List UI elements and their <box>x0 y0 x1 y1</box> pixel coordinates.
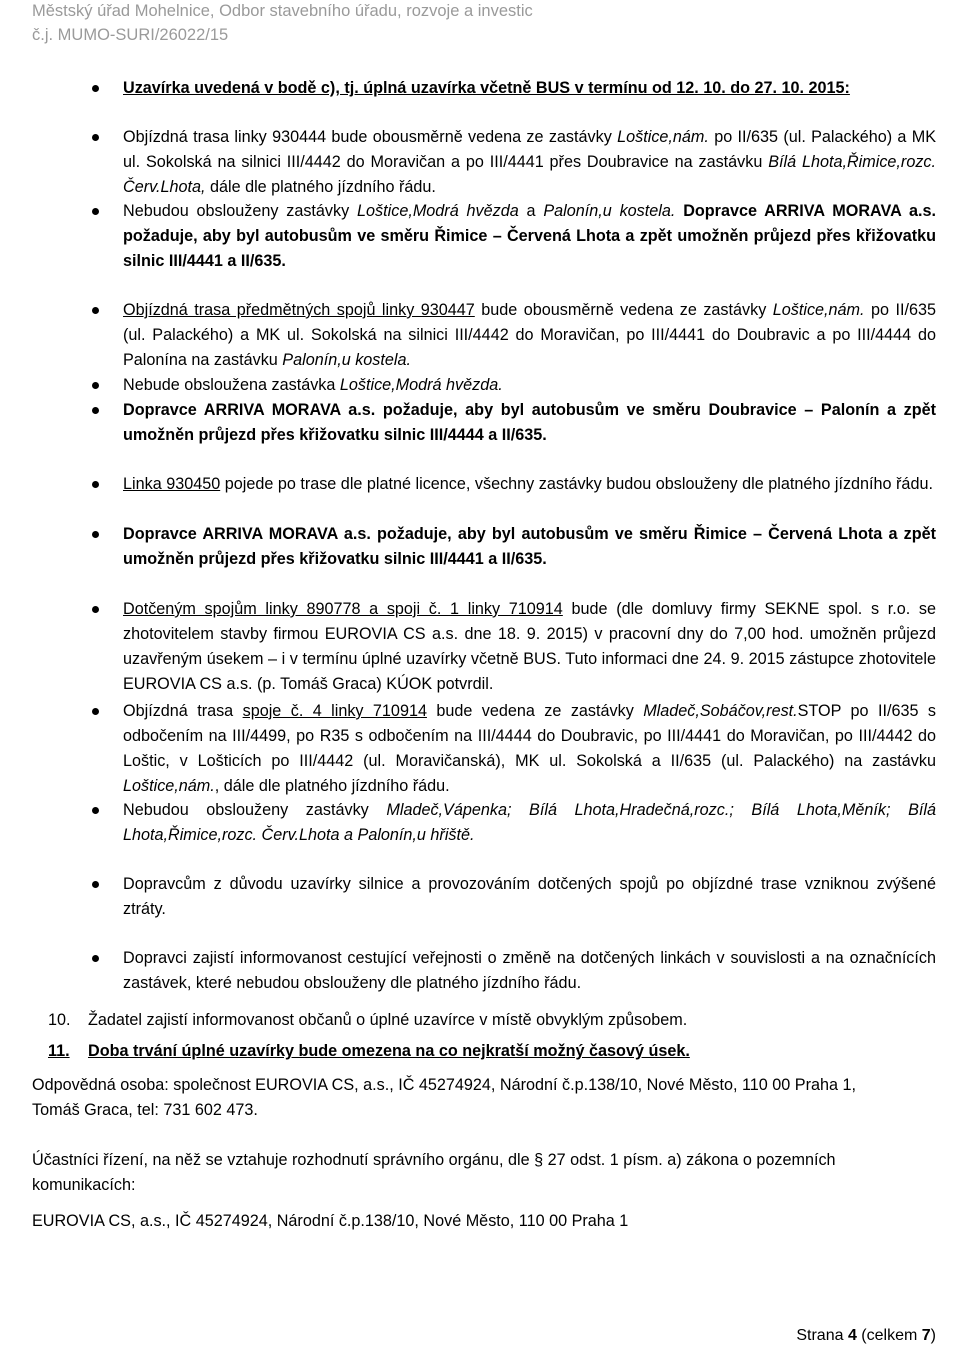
b11-stops: Mladeč,Vápenka; Bílá Lhota,Hradečná,rozc.; Bílá Lhota,Měník; Bílá Lhota,Řimice,rozc. Červ.Lhota a Palonín,u hřiště. <box>123 801 936 844</box>
item-number-11: 11. <box>48 1042 70 1060</box>
b10-stop-f: Loštice,nám. <box>123 777 215 795</box>
b2-stop-d: Bílá Lhota,Řimice,rozc. Červ.Lhota, <box>123 153 937 196</box>
bullet-b12: Dopravcům z důvodu uzavírky silnice a provozováním dotčených spojů po objízdné trase vzniknou zvýšené ztráty. <box>123 875 936 918</box>
bullet-b11 <box>123 798 936 848</box>
bullet-dot <box>92 606 99 613</box>
b2-text-e: dále dle platného jízdního řádu. <box>205 178 436 196</box>
bullet-dot <box>92 955 99 962</box>
bullet-b4 <box>123 298 936 373</box>
bullet-b3 <box>123 199 936 274</box>
bullet-b8: Dopravce ARRIVA MORAVA a.s. požaduje, aby byl autobusům ve směru Řimice – Červená Lhota a zpět umožněn průjezd přes křižovatku silnic III/4441 a II/635. <box>123 525 936 568</box>
page-suffix: ) <box>930 1327 936 1344</box>
b9-text-a: Dotčeným spojům linky 890778 a spoji č. 1 linky 710914 <box>123 600 563 618</box>
b11-text-a: Nebudou obslouženy zastávky <box>123 801 387 819</box>
bullet-b13: Dopravci zajistí informovanost cestující veřejnosti o změně na dotčených linkách v souvislosti a na označnících zastávek, které nebudou obslouženy dle platného jízdního řádu. <box>123 949 936 992</box>
b3-text-c: a <box>518 202 544 220</box>
bullet-dot <box>92 807 99 814</box>
item-number-10: 10. <box>48 1011 71 1029</box>
bullet-b6: Dopravce ARRIVA MORAVA a.s. požaduje, aby byl autobusům ve směru Doubravice – Palonín a zpět umožněn průjezd přes křižovatku silnic III/4444 a II/635. <box>123 401 936 444</box>
bullet-dot <box>92 382 99 389</box>
b10-text-a: Objízdná trasa <box>123 702 243 720</box>
b5-text-a: Nebude obsloužena zastávka <box>123 376 340 394</box>
bullet-dot <box>92 531 99 538</box>
b10-text-b: spoje č. 4 linky 710914 <box>242 702 427 720</box>
page-mid: (celkem <box>856 1327 922 1344</box>
bullet-dot <box>92 881 99 888</box>
header-ref: č.j. MUMO-SURI/26022/15 <box>32 26 229 44</box>
participants-intro: Účastníci řízení, na něž se vztahuje rozhodnutí správního orgánu, dle § 27 odst. 1 písm. a) zákona o pozemních komunikacích: <box>32 1151 836 1194</box>
page-current: 4 <box>847 1327 857 1344</box>
bullet-b5 <box>123 373 936 398</box>
bullet-b1: Uzavírka uvedená v bodě c), tj. úplná uzavírka včetně BUS v termínu od 12. 10. do 27. 10. 2015: <box>123 79 850 97</box>
page-total: 7 <box>921 1327 931 1344</box>
contact-paragraph: Odpovědná osoba: společnost EUROVIA CS, a.s., IČ 45274924, Národní č.p.138/10, Nové Město, 110 00 Praha 1, Tomáš Graca, tel: 731 602 473. <box>32 1076 856 1119</box>
item-text-11: Doba trvání úplné uzavírky bude omezena na co nejkratší možný časový úsek. <box>88 1042 690 1060</box>
b3-stop-d: Palonín,u kostela. <box>543 202 676 220</box>
page-prefix: Strana <box>796 1327 848 1344</box>
b10-stop-d: Mladeč,Sobáčov,rest. <box>643 702 798 720</box>
b2-text-c: po II/635 (ul. Palackého) a MK ul. Sokolská na silnici III/4442 do Moravičan a po III/4441 přes Doubravice na zastávku <box>123 128 937 171</box>
participants-entity: EUROVIA CS, a.s., IČ 45274924, Národní č.p.138/10, Nové Město, 110 00 Praha 1 <box>32 1212 629 1230</box>
bullet-b9 <box>123 597 936 697</box>
b4-text-a: Objízdná trasa předmětných spojů linky 930447 <box>123 301 475 319</box>
b10-text-e: STOP po II/635 s odbočením na III/4499, po R35 s odbočením na III/4444 do Doubravic, po III/4441 do Moravičan, po III/4442 do Loštic, v Lošticích po III/4442 (ul. Moravičanská), MK ul. Sokolská a II/635 (ul. Palackého) na zastávku <box>123 702 936 770</box>
b2-text-a: Objízdná trasa linky 930444 bude obousměrně vedena ze zastávky <box>123 128 618 146</box>
b10-text-g: , dále dle platného jízdního řádu. <box>214 777 450 795</box>
b3-text-a: Nebudou obslouženy zastávky <box>123 202 358 220</box>
b9-text-b: bude (dle domluvy firmy SEKNE spol. s r.o. se zhotovitelem stavby firmou EUROVIA CS a.s. dne 18. 9. 2015) v pracovní dny do 7,00 hod. umožněn průjezd uzavřeným úsekem – i v termínu úplné uzavírky včetně BUS. Tuto informaci dne 24. 9. 2015 zástupce zhotovitele EUROVIA CS a.s. (p. Tomáš Graca) KÚOK potvrdil. <box>123 600 937 693</box>
b4-stop-e: Palonín,u kostela. <box>282 351 411 369</box>
b4-text-d: po II/635 (ul. Palackého) a MK ul. Sokolská na silnici III/4442 do Moravičan, po III/4441 do Doubravic a po III/4444 do Palonína na zastávku <box>123 301 936 369</box>
item-text-10: Žadatel zajistí informovanost občanů o úplné uzavírce v místě obvyklým způsobem. <box>88 1011 688 1029</box>
bullet-b2 <box>123 125 936 200</box>
b10-text-c: bude vedena ze zastávky <box>426 702 644 720</box>
header-office: Městský úřad Mohelnice, Odbor stavebního úřadu, rozvoje a investic <box>32 2 533 20</box>
bullet-dot <box>92 708 99 715</box>
b7-text-a: Linka 930450 <box>123 475 221 493</box>
b5-stop-b: Loštice,Modrá hvězda. <box>339 376 503 394</box>
b3-carrier: Dopravce ARRIVA MORAVA a.s. požaduje, aby byl autobusům ve směru Řimice – Červená Lhota a zpět umožněn průjezd přes křižovatku silnic III/4441 a II/635. <box>123 202 937 270</box>
bullet-b7 <box>123 472 936 497</box>
bullet-dot <box>92 134 99 141</box>
b4-text-b: bude obousměrně vedena ze zastávky <box>474 301 773 319</box>
b3-stop-b: Loštice,Modrá hvězda <box>357 202 519 220</box>
b4-stop-c: Loštice,nám. <box>772 301 865 319</box>
bullet-dot <box>92 307 99 314</box>
bullet-b10 <box>123 699 936 799</box>
bullet-dot <box>92 407 99 414</box>
bullet-dot <box>92 481 99 488</box>
bullet-dot <box>92 208 99 215</box>
b2-stop-a: Loštice,nám. <box>617 128 709 146</box>
page-number <box>796 1325 936 1347</box>
b7-text-b: pojede po trase dle platné licence, všechny zastávky budou obslouženy dle platného jízdního řádu. <box>220 475 933 493</box>
bullet-dot <box>92 85 99 92</box>
